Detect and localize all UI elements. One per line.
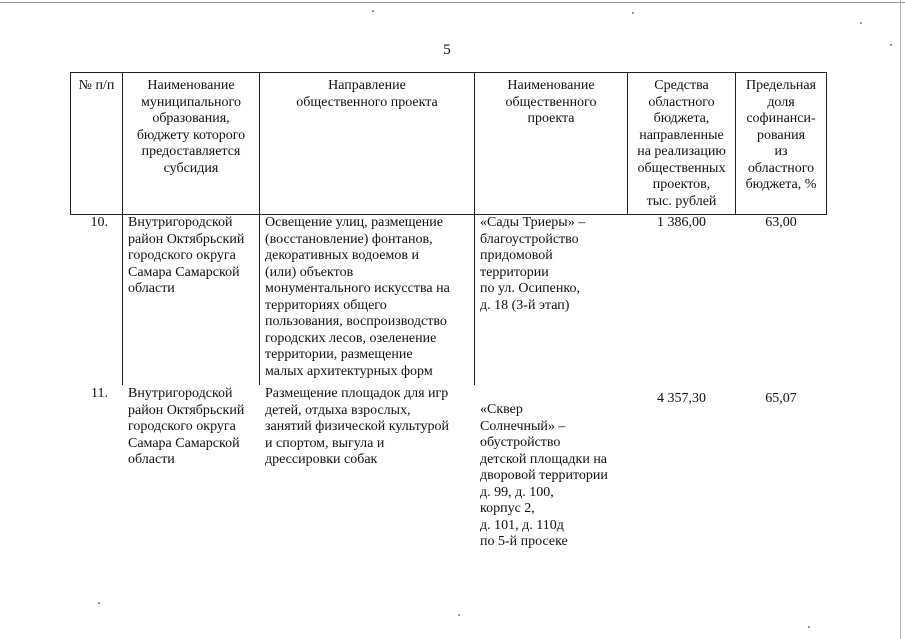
scan-speck — [98, 602, 100, 604]
row-project-name: «Сады Триеры» – благоустройство придомовой территории по ул. Осипенко, д. 18 (3-й этап) — [480, 215, 586, 313]
row-project-direction: Размещение площадок для игр детей, отдыха взрослых, занятий физической культурой и спортом, выгула и дрессировки собак — [265, 386, 450, 467]
row-regional-funds: 1 386,00 — [657, 215, 706, 230]
row-municipality: Внутригородской район Октябрьский городского округа Самара Самарской области — [128, 215, 245, 296]
row-project-name: «Сквер Солнечный» – обустройство детской площадки на дворовой территории д. 99, д. 100, корпус 2, д. 101, д. 110д по 5-й просеке — [480, 402, 608, 549]
table-top-border — [70, 72, 827, 73]
header-number: № п/п — [78, 78, 115, 93]
header-regional-funds: Средства областного бюджета, направленные на реализацию общественных проектов, тыс. рублей — [637, 78, 726, 209]
header-cofinancing-share: Предельная доля софинанси- рования из областного бюджета, % — [745, 78, 817, 192]
scan-speck — [632, 12, 634, 14]
row-number: 10. — [90, 215, 108, 230]
scan-speck — [808, 626, 810, 628]
column-divider — [826, 72, 827, 215]
scan-speck — [890, 44, 892, 46]
scan-speck — [860, 22, 862, 24]
row-project-direction: Освещение улиц, размещение (восстановление) фонтанов, декоративных водоемов и (или) объектов монументального искусства на территориях общего пользования, воспроизводство городских лесов, озеленение территории, размещение малых архитектурных форм — [265, 215, 450, 379]
header-project-name: Наименование общественного проекта — [505, 78, 597, 126]
scan-right-edge — [900, 0, 901, 639]
header-project-direction: Направление общественного проекта — [296, 78, 438, 110]
row-municipality: Внутригородской район Октябрьский городского округа Самара Самарской области — [128, 386, 245, 467]
column-divider — [259, 72, 260, 385]
row-regional-funds: 4 357,30 — [657, 391, 706, 406]
row-cofinancing-share: 65,07 — [765, 391, 797, 406]
header-municipality: Наименование муниципального образования, бюджету которого предоставляется субсидия — [136, 78, 246, 176]
row-cofinancing-share: 63,00 — [765, 215, 797, 230]
scan-speck — [372, 10, 374, 12]
scan-top-edge — [0, 2, 905, 3]
scan-speck — [458, 614, 460, 616]
row-number: 11. — [91, 386, 108, 401]
page-number: 5 — [443, 42, 451, 58]
